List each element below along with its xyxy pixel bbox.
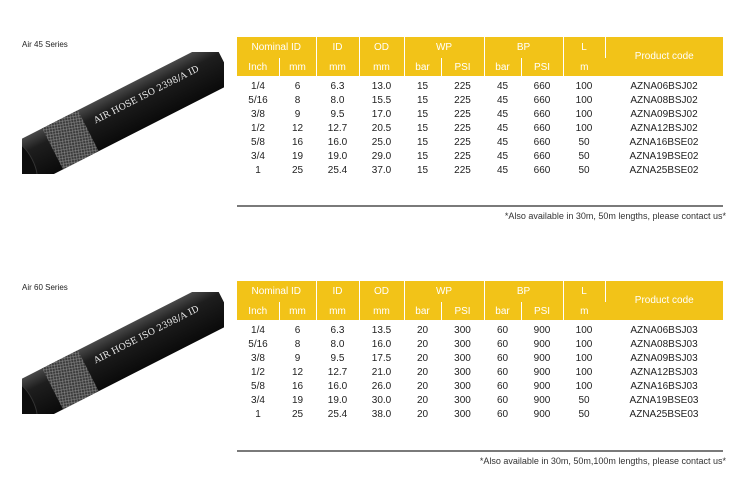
air-hose-image — [22, 52, 224, 174]
cell: 5/16 — [248, 94, 268, 106]
cell: 900 — [533, 394, 551, 406]
table-row — [237, 407, 723, 421]
cell: 100 — [575, 94, 593, 106]
cell: 50 — [578, 136, 590, 148]
cell: 45 — [496, 150, 509, 162]
air-60-spec-table — [237, 281, 723, 421]
cell: 225 — [454, 108, 471, 120]
cell: 19.0 — [327, 150, 348, 162]
table-row — [237, 379, 723, 393]
cell: 1 — [255, 408, 261, 420]
cell: 3/8 — [251, 108, 265, 120]
cell: 5/8 — [251, 380, 265, 392]
subheader-bar: bar — [484, 58, 521, 76]
cell: 660 — [533, 108, 551, 120]
cell: 1/4 — [251, 324, 265, 336]
cell: 300 — [454, 324, 471, 336]
cell: 20 — [416, 352, 429, 364]
table-row — [237, 93, 723, 107]
cell: 19 — [291, 394, 304, 406]
header-l: L — [563, 37, 605, 58]
cell: 45 — [496, 136, 509, 148]
cell: 17.5 — [371, 352, 392, 364]
air-45-spec-table — [237, 37, 723, 177]
cell: 9 — [294, 352, 301, 364]
header-product-code: Product code — [605, 281, 723, 320]
cell: 100 — [575, 80, 593, 92]
subheader-inch: Inch — [237, 58, 279, 76]
cell: 660 — [533, 94, 551, 106]
cell: 900 — [533, 366, 551, 378]
cell: 660 — [533, 80, 551, 92]
cell: 660 — [533, 164, 551, 176]
table-bottom-rule — [237, 450, 723, 452]
cell: 225 — [454, 94, 471, 106]
cell: 6 — [294, 324, 301, 336]
cell: AZNA12BSJ03 — [630, 366, 698, 378]
header-wp: WP — [404, 281, 484, 302]
cell: 16 — [291, 380, 304, 392]
cell: 45 — [496, 164, 509, 176]
cell: 16.0 — [327, 380, 348, 392]
cell: 100 — [575, 108, 593, 120]
cell: 50 — [578, 408, 590, 420]
cell: 660 — [533, 122, 551, 134]
cell: 45 — [496, 122, 509, 134]
header-bp: BP — [484, 281, 563, 302]
cell: 15 — [416, 94, 429, 106]
cell: AZNA09BSJ03 — [630, 352, 698, 364]
cell: 20 — [416, 338, 429, 350]
cell: AZNA16BSE02 — [629, 136, 699, 148]
subheader-mm: mm — [279, 302, 316, 320]
cell: 25.0 — [371, 136, 392, 148]
subheader-mm: mm — [279, 58, 316, 76]
cell: 100 — [575, 366, 593, 378]
table-row — [237, 121, 723, 135]
cell: 900 — [533, 338, 551, 350]
cell: 60 — [496, 352, 509, 364]
header-od: OD — [359, 37, 404, 58]
cell: 12.7 — [327, 366, 348, 378]
subheader-bar: bar — [404, 302, 441, 320]
cell: 8.0 — [330, 338, 345, 350]
cell: 1/2 — [251, 366, 265, 378]
cell: 225 — [454, 136, 471, 148]
cell: 3/4 — [251, 394, 265, 406]
cell: 16.0 — [371, 338, 392, 350]
table-row — [237, 393, 723, 407]
cell: 16.0 — [327, 136, 348, 148]
cell: 900 — [533, 380, 551, 392]
cell: 15.5 — [371, 94, 392, 106]
table-row — [237, 351, 723, 365]
cell: 15 — [416, 108, 429, 120]
cell: 225 — [454, 122, 471, 134]
cell: 5/8 — [251, 136, 265, 148]
cell: 20 — [416, 380, 429, 392]
cell: 225 — [454, 150, 471, 162]
cell: 100 — [575, 324, 593, 336]
cell: 25 — [291, 408, 304, 420]
table-row — [237, 163, 723, 177]
series-label-air-60: Air 60 Series — [22, 283, 68, 292]
table-row — [237, 76, 723, 93]
cell: 300 — [454, 394, 471, 406]
cell: 225 — [454, 164, 471, 176]
cell: AZNA06BSJ03 — [630, 324, 698, 336]
cell: 60 — [496, 380, 509, 392]
cell: 20 — [416, 394, 429, 406]
cell: 45 — [496, 80, 509, 92]
subheader-mm: mm — [316, 58, 359, 76]
cell: 20 — [416, 366, 429, 378]
table-row — [237, 135, 723, 149]
cell: AZNA19BSE02 — [629, 150, 699, 162]
cell: 8 — [294, 338, 301, 350]
cell: 25.4 — [327, 408, 348, 420]
cell: 300 — [454, 338, 471, 350]
cell: 16 — [291, 136, 304, 148]
subheader-mm: mm — [359, 58, 404, 76]
cell: 20.5 — [371, 122, 392, 134]
cell: AZNA16BSJ03 — [630, 380, 698, 392]
cell: 9 — [294, 108, 301, 120]
cell: 20 — [416, 408, 429, 420]
cell: 300 — [454, 380, 471, 392]
cell: 100 — [575, 352, 593, 364]
header-l: L — [563, 281, 605, 302]
hose-print-text: AIR HOSE ISO 2398/A ID — [92, 304, 202, 367]
cell: 15 — [416, 80, 429, 92]
cell: 17.0 — [371, 108, 392, 120]
cell: AZNA25BSE03 — [629, 408, 699, 420]
cell: 900 — [533, 324, 551, 336]
cell: 30.0 — [371, 394, 392, 406]
cell: 20 — [416, 324, 429, 336]
subheader-psi: PSI — [441, 302, 484, 320]
cell: 3/8 — [251, 352, 265, 364]
cell: 5/16 — [248, 338, 268, 350]
cell: 38.0 — [371, 408, 392, 420]
cell: AZNA25BSE02 — [629, 164, 699, 176]
cell: 3/4 — [251, 150, 265, 162]
cell: AZNA08BSJ02 — [630, 94, 698, 106]
subheader-inch: Inch — [237, 302, 279, 320]
cell: AZNA19BSE03 — [629, 394, 699, 406]
cell: 19.0 — [327, 394, 348, 406]
header-id: ID — [316, 281, 359, 302]
cell: 660 — [533, 136, 551, 148]
cell: 1 — [255, 164, 261, 176]
cell: 13.5 — [371, 324, 392, 336]
cell: 6.3 — [330, 324, 345, 336]
cell: 19 — [291, 150, 304, 162]
subheader-psi: PSI — [521, 58, 563, 76]
subheader-m: m — [563, 302, 605, 320]
cell: AZNA08BSJ03 — [630, 338, 698, 350]
subheader-psi: PSI — [441, 58, 484, 76]
cell: 21.0 — [371, 366, 392, 378]
subheader-bar: bar — [484, 302, 521, 320]
table-row — [237, 365, 723, 379]
cell: 45 — [496, 108, 509, 120]
table-row — [237, 149, 723, 163]
cell: 9.5 — [330, 108, 345, 120]
header-nominal-id: Nominal ID — [237, 281, 316, 302]
cell: 60 — [496, 338, 509, 350]
series-label-air-45: Air 45 Series — [22, 40, 68, 49]
table-row — [237, 320, 723, 337]
header-id: ID — [316, 37, 359, 58]
cell: 50 — [578, 150, 590, 162]
cell: 12.7 — [327, 122, 348, 134]
cell: 50 — [578, 164, 590, 176]
air-hose-image — [22, 292, 224, 414]
cell: 60 — [496, 324, 509, 336]
cell: AZNA09BSJ02 — [630, 108, 698, 120]
cell: 300 — [454, 408, 471, 420]
subheader-m: m — [563, 58, 605, 76]
cell: 300 — [454, 352, 471, 364]
cell: 25.4 — [327, 164, 348, 176]
cell: 50 — [578, 394, 590, 406]
cell: 29.0 — [371, 150, 392, 162]
cell: 660 — [533, 150, 551, 162]
cell: AZNA06BSJ02 — [630, 80, 698, 92]
cell: 15 — [416, 136, 429, 148]
availability-note: *Also available in 30m, 50m,100m lengths, please contact us* — [479, 456, 726, 466]
header-wp: WP — [404, 37, 484, 58]
cell: 900 — [533, 352, 551, 364]
subheader-mm: mm — [359, 302, 404, 320]
cell: 12 — [291, 122, 304, 134]
header-product-code: Product code — [605, 37, 723, 76]
cell: 60 — [496, 366, 509, 378]
table-bottom-rule — [237, 205, 723, 207]
cell: 15 — [416, 164, 429, 176]
cell: 45 — [496, 94, 509, 106]
table-row — [237, 337, 723, 351]
cell: 6.3 — [330, 80, 345, 92]
subheader-bar: bar — [404, 58, 441, 76]
cell: 15 — [416, 122, 429, 134]
availability-note: *Also available in 30m, 50m lengths, please contact us* — [504, 211, 726, 221]
cell: 60 — [496, 394, 509, 406]
cell: 900 — [533, 408, 551, 420]
cell: 100 — [575, 338, 593, 350]
cell: 60 — [496, 408, 509, 420]
hose-print-text: AIR HOSE ISO 2398/A ID — [92, 64, 202, 127]
cell: 12 — [291, 366, 304, 378]
header-bp: BP — [484, 37, 563, 58]
cell: 26.0 — [371, 380, 392, 392]
subheader-mm: mm — [316, 302, 359, 320]
cell: 6 — [294, 80, 301, 92]
cell: 300 — [454, 366, 471, 378]
subheader-psi: PSI — [521, 302, 563, 320]
cell: 37.0 — [371, 164, 392, 176]
cell: 15 — [416, 150, 429, 162]
cell: 9.5 — [330, 352, 345, 364]
cell: 100 — [575, 380, 593, 392]
cell: AZNA12BSJ02 — [630, 122, 698, 134]
cell: 8.0 — [330, 94, 345, 106]
cell: 13.0 — [371, 80, 392, 92]
cell: 1/4 — [251, 80, 265, 92]
cell: 8 — [294, 94, 301, 106]
cell: 225 — [454, 80, 471, 92]
cell: 100 — [575, 122, 593, 134]
cell: 1/2 — [251, 122, 265, 134]
cell: 25 — [291, 164, 304, 176]
table-row — [237, 107, 723, 121]
header-od: OD — [359, 281, 404, 302]
header-nominal-id: Nominal ID — [237, 37, 316, 58]
